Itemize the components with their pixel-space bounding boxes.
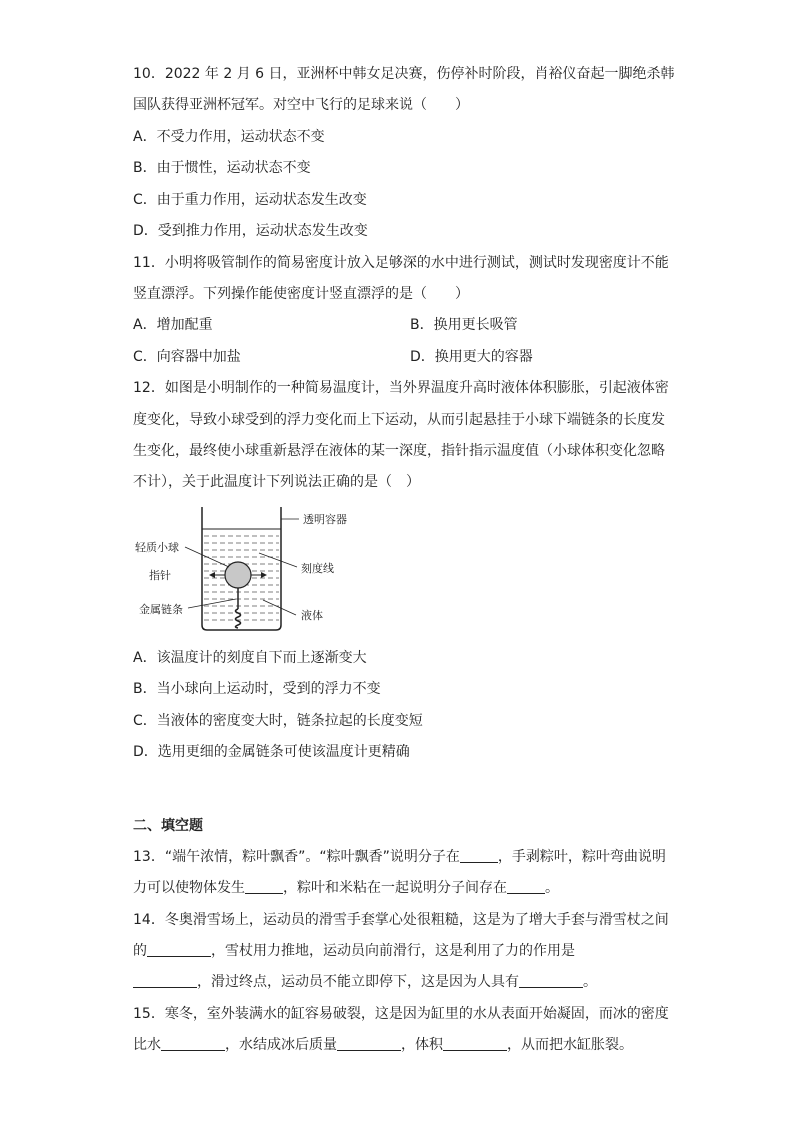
q13-text-3: 力可以使物体发生 bbox=[133, 880, 245, 896]
q13-text-4: ，粽叶和米粘在一起说明分子间存在 bbox=[283, 880, 507, 896]
q12-stem-line2: 度变化，导致小球受到的浮力变化而上下运动，从而引起悬挂于小球下端链条的长度发 bbox=[133, 412, 665, 428]
q14-line3 bbox=[133, 972, 597, 992]
thermometer-figure bbox=[133, 505, 373, 635]
q15-blank-3[interactable] bbox=[443, 1036, 507, 1051]
q15-text-1: 比水 bbox=[133, 1037, 161, 1053]
q10-option-c: C．由于重力作用，运动状态发生改变 bbox=[133, 192, 367, 208]
q13-blank-2[interactable] bbox=[245, 879, 283, 894]
label-container: 透明容器 bbox=[303, 513, 347, 526]
q14-text-4: 。 bbox=[583, 974, 597, 990]
label-scale: 刻度线 bbox=[301, 562, 334, 575]
q13-line2 bbox=[133, 878, 559, 898]
q12-stem-line3: 生变化，最终使小球重新悬浮在液体的某一深度，指针指示温度值（小球体积变化忽略 bbox=[133, 443, 665, 459]
q13-text-5: 。 bbox=[545, 880, 559, 896]
q15-blank-2[interactable] bbox=[337, 1036, 401, 1051]
q11-stem-line2: 竖直漂浮。下列操作能使密度计竖直漂浮的是（ ） bbox=[133, 286, 469, 302]
q15-line1: 15．寒冬，室外装满水的缸容易破裂，这是因为缸里的水从表面开始凝固，而冰的密度 bbox=[133, 1006, 669, 1022]
q12-option-a: A．该温度计的刻度自下而上逐渐变大 bbox=[133, 650, 367, 666]
label-liquid: 液体 bbox=[301, 609, 323, 622]
ball bbox=[225, 562, 251, 588]
q15-line2 bbox=[133, 1035, 633, 1055]
q11-option-c: C．向容器中加盐 bbox=[133, 349, 241, 365]
q14-text-1: 的 bbox=[133, 943, 147, 959]
q10-option-b: B．由于惯性，运动状态不变 bbox=[133, 160, 311, 176]
q13-text-2: ，手剥粽叶，粽叶弯曲说明 bbox=[497, 849, 666, 865]
pointer-left-icon bbox=[209, 572, 215, 578]
q13-line1 bbox=[133, 847, 666, 867]
chain bbox=[236, 609, 241, 628]
q14-line1: 14．冬奥滑雪场上，运动员的滑雪手套掌心处很粗糙，这是为了增大手套与滑雪杖之间 bbox=[133, 912, 669, 928]
q11-option-a: A．增加配重 bbox=[133, 317, 213, 333]
q11-option-b: B．换用更长吸管 bbox=[410, 317, 518, 333]
pointer-right-icon bbox=[261, 572, 267, 578]
q14-blank-1[interactable] bbox=[147, 942, 211, 957]
q12-stem-line1: 12．如图是小明制作的一种简易温度计，当外界温度升高时液体体积膨胀，引起液体密 bbox=[133, 380, 669, 396]
section-title: 二、填空题 bbox=[133, 818, 203, 834]
q12-option-c: C．当液体的密度变大时，链条拉起的长度变短 bbox=[133, 713, 423, 729]
q14-text-2: ，雪杖用力推地，运动员向前滑行，这是利用了力的作用是 bbox=[211, 943, 575, 959]
q13-blank-1[interactable] bbox=[460, 848, 498, 863]
q11-stem-line1: 11．小明将吸管制作的简易密度计放入足够深的水中进行测试，测试时发现密度计不能 bbox=[133, 255, 669, 271]
label-ball: 轻质小球 bbox=[135, 541, 179, 554]
q15-text-2: ，水结成冰后质量 bbox=[225, 1037, 337, 1053]
q15-text-4: ，从而把水缸胀裂。 bbox=[507, 1037, 633, 1053]
q13-text-1: 13．“端午浓情，粽叶飘香”。“粽叶飘香”说明分子在 bbox=[133, 849, 460, 865]
label-pointer: 指针 bbox=[149, 569, 171, 582]
q14-blank-2[interactable] bbox=[133, 973, 197, 988]
q14-line2 bbox=[133, 941, 575, 961]
q12-option-b: B．当小球向上运动时，受到的浮力不变 bbox=[133, 681, 381, 697]
q11-option-d: D．换用更大的容器 bbox=[410, 349, 533, 365]
q15-text-3: ，体积 bbox=[401, 1037, 443, 1053]
q10-stem-line2: 国队获得亚洲杯冠军。对空中飞行的足球来说（ ） bbox=[133, 97, 469, 113]
label-chain: 金属链条 bbox=[139, 603, 183, 616]
q13-blank-3[interactable] bbox=[507, 879, 545, 894]
q14-text-3: ，滑过终点，运动员不能立即停下，这是因为人具有 bbox=[197, 974, 519, 990]
q10-stem-line1: 10．2022 年 2 月 6 日，亚洲杯中韩女足决赛，伤停补时阶段，肖裕仪奋起一脚绝杀韩 bbox=[133, 66, 675, 82]
q12-option-d: D．选用更细的金属链条可使该温度计更精确 bbox=[133, 744, 410, 760]
q12-stem-line4: 不计），关于此温度计下列说法正确的是（ ） bbox=[133, 474, 420, 490]
q14-blank-3[interactable] bbox=[519, 973, 583, 988]
q10-option-a: A．不受力作用，运动状态不变 bbox=[133, 129, 325, 145]
q15-blank-1[interactable] bbox=[161, 1036, 225, 1051]
q10-option-d: D．受到推力作用，运动状态发生改变 bbox=[133, 223, 368, 239]
